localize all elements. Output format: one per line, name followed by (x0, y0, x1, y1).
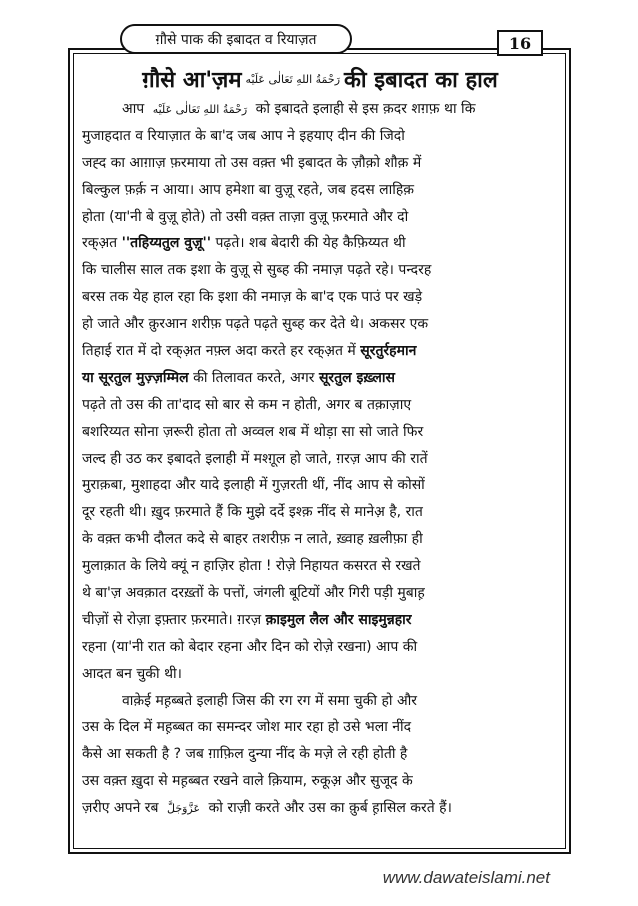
section-title-before: ग़ौसे आ'ज़म (142, 68, 242, 93)
text-line: कि चालीस साल तक इशा के वुज़ू से सुब्ह की नमाज़ पढ़ते रहे। पन्दरह (82, 262, 432, 279)
text-line: बरस तक येह हाल रहा कि इशा की नमाज़ के बा'द एक पाउं पर खड़े (82, 289, 423, 306)
text-line (82, 795, 560, 822)
text-run: पढ़ते। शब बेदारी की येह कैफ़िय्यत थी (215, 235, 406, 252)
text-line: बिल्कुल फ़र्क़ न आया। आप हमेशा बा वुज़ू रहते, जब हदस लाहिक़ (82, 181, 415, 198)
text-line (82, 230, 560, 257)
text-run: चीज़ों से रोज़ा इफ़्तार फ़रमाते। ग़रज़ (82, 611, 262, 628)
running-title: ग़ौसे पाक की इबादत व रियाज़त (120, 24, 352, 54)
text-line (82, 607, 560, 634)
text-line: कैसे आ सकती है ? जब ग़ाफ़िल दुन्या नींद के मज़े ले रही होती है (82, 746, 408, 763)
text-line: रहना (या'नी रात को बेदार रहना और दिन को रोज़े रखना) आप की (82, 638, 418, 655)
text-line: थे बा'ज़ अवक़ात दरख़्तों के पत्तों, जंगली बूटियों और गिरी पड़ी मुबाह़ (82, 585, 425, 602)
text-line: जल्द ही उठ कर इबादते इलाही में मश्ग़ूल हो जाते, ग़रज़ आप की रातें (82, 450, 428, 467)
body-text (82, 96, 560, 822)
section-title-honorific: رَحْمَةُ اللهِ تَعَالٰی عَلَیْه (245, 72, 341, 86)
text-run: ज़रीए अपने रब (82, 800, 159, 817)
bold-term: क़ाइमुल लैल और साइमुन्नहार (265, 611, 412, 628)
section-title-after: की इबादत का हाल (344, 68, 498, 93)
text-line: पढ़ते तो उस की ता'दाद सो बार से कम न होती, अगर ब तक़ाज़ाए (82, 396, 412, 413)
bold-term: सूरतुर्रहमान (360, 343, 417, 360)
text-run: की तिलावत करते, अगर (193, 369, 315, 386)
text-run: को राज़ी करते और उस का क़ुर्ब ह़ासिल करते हैं। (208, 800, 452, 817)
text-line (82, 338, 560, 365)
website-link[interactable]: www.dawateislami.net (382, 868, 550, 887)
text-line: के वक़्त कभी दौलत कदे से बाहर तशरीफ़ न लाते, ख़्वाह ख़लीफ़ा ही (82, 531, 423, 548)
text-line: जह्द का आग़ाज़ फ़रमाया तो उस वक़्त भी इबादत के ज़ौक़ो शौक़ में (82, 154, 422, 171)
text-line: मुजाहदात व रियाज़ात के बा'द जब आप ने इहयाए दीन की जिदो (82, 127, 405, 144)
text-line: उस के दिल में मह़ब्बत का समन्दर जोश मार रहा हो उसे भला नींद (82, 719, 412, 736)
text-line: होता (या'नी बे वुज़ू होते) तो उसी वक़्त ताज़ा वुज़ू फ़रमाते और दो (82, 208, 409, 225)
text-line: आदत बन चुकी थी। (82, 665, 182, 682)
text-run: तिहाई रात में दो रक्अ़त नफ़्ल अदा करते हर रक्अ़त में (82, 343, 356, 360)
bold-term: सूरतुल इख़्लास (318, 369, 396, 386)
text-line (82, 365, 560, 392)
honorific-text: رَحْمَةُ اللهِ تَعَالٰی عَلَیْه (152, 103, 248, 116)
text-line: मुराक़बा, मुशाहदा और यादे इलाही में गुज़रती थीं, नींद आप से कोसों (82, 477, 425, 494)
text-run: रक्अ़त (82, 235, 118, 252)
bold-term: ''तहिय्यतुल वुज़ू'' (121, 235, 212, 252)
text-line: दूर रहती थी। ख़ुद फ़रमाते हैं कि मुझे दर्दे इश्क़ नींद से मानेअ़ है, रात (82, 504, 423, 521)
text-run: को इबादते इलाही से इस क़दर शग़फ़ था कि (255, 101, 476, 117)
text-line (82, 96, 560, 123)
text-line: हो जाते और क़ुरआन शरीफ़ पढ़ते पढ़ते सुब्ह कर देते थे। अकसर एक (82, 316, 429, 333)
text-line: मुलाक़ात के लिये क्यूं न हाज़िर होता ! रोज़े निहायत कसरत से रखते (82, 558, 421, 575)
bold-term: या सूरतुल मुज़्ज़म्मिल (82, 369, 189, 386)
text-line: बशरिय्यत सोना ज़रूरी होता तो अव्वल शब में थोड़ा सा सो जाते फिर (82, 423, 424, 440)
text-line: वाक़ेई मह़ब्बते इलाही जिस की रग रग में समा चुकी हो और (122, 692, 418, 709)
page-number: 16 (497, 30, 543, 56)
section-title (80, 62, 560, 96)
text-run: आप (122, 101, 145, 117)
honorific-text: عَزَّوَجَلَّ (166, 802, 201, 816)
text-line: उस वक़्त ख़ुदा से मह़ब्बत रखने वाले क़ियाम, रुकूअ़ और सुजूद के (82, 773, 413, 790)
